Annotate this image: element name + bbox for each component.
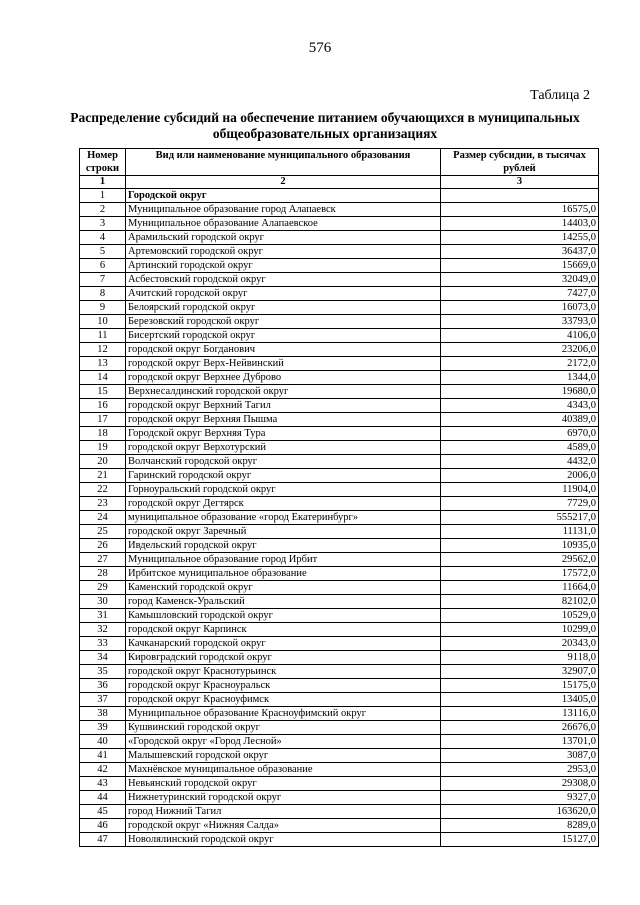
row-number-cell: 11 [80, 329, 126, 343]
table-row [80, 721, 599, 735]
subsidy-amount-cell: 19680,0 [441, 385, 599, 399]
row-number-cell: 19 [80, 441, 126, 455]
header-municipality: Вид или наименование муниципального образования [126, 149, 441, 176]
subsidy-amount-cell: 29562,0 [441, 553, 599, 567]
row-number-cell: 12 [80, 343, 126, 357]
row-number-cell: 40 [80, 735, 126, 749]
table-row [80, 833, 599, 847]
header-subsidy-size-label: Размер субсидии, в тысячах рублей [453, 150, 586, 174]
subsidy-amount-cell: 26676,0 [441, 721, 599, 735]
row-number-cell: 10 [80, 315, 126, 329]
municipality-name-cell: Муниципальное образование город Алапаевск [126, 203, 441, 217]
table-row [80, 371, 599, 385]
subsidy-amount-cell [441, 189, 599, 203]
row-number-cell: 16 [80, 399, 126, 413]
row-number-cell: 13 [80, 357, 126, 371]
municipality-name-cell: Муниципальное образование город Ирбит [126, 553, 441, 567]
row-number-cell: 18 [80, 427, 126, 441]
municipality-name-cell: Малышевский городской округ [126, 749, 441, 763]
subsidy-amount-cell: 82102,0 [441, 595, 599, 609]
subsidy-amount-cell: 4106,0 [441, 329, 599, 343]
row-number-cell: 38 [80, 707, 126, 721]
subsidy-table [79, 148, 599, 847]
municipality-name-cell: город Нижний Тагил [126, 805, 441, 819]
table-header [80, 149, 599, 189]
table-row [80, 497, 599, 511]
row-number-cell: 27 [80, 553, 126, 567]
subsidy-amount-cell: 17572,0 [441, 567, 599, 581]
row-number-cell: 4 [80, 231, 126, 245]
row-number-cell: 29 [80, 581, 126, 595]
header-index-2: 2 [126, 176, 441, 189]
row-number-cell: 37 [80, 693, 126, 707]
municipality-name-cell: Гаринский городской округ [126, 469, 441, 483]
municipality-name-cell: Махнёвское муниципальное образование [126, 763, 441, 777]
header-index-3: 3 [441, 176, 599, 189]
table-row [80, 385, 599, 399]
table-row [80, 819, 599, 833]
municipality-name-cell: Артемовский городской округ [126, 245, 441, 259]
table-row [80, 329, 599, 343]
table-row [80, 203, 599, 217]
table-row [80, 763, 599, 777]
subsidy-amount-cell: 20343,0 [441, 637, 599, 651]
page-number: 576 [308, 40, 332, 56]
row-number-cell: 35 [80, 665, 126, 679]
subsidy-amount-cell: 2953,0 [441, 763, 599, 777]
subsidy-amount-cell: 4343,0 [441, 399, 599, 413]
municipality-name-cell: Арамильский городской округ [126, 231, 441, 245]
table-row [80, 777, 599, 791]
subsidy-amount-cell: 29308,0 [441, 777, 599, 791]
subsidy-amount-cell: 14255,0 [441, 231, 599, 245]
row-number-cell: 2 [80, 203, 126, 217]
subsidy-amount-cell: 13701,0 [441, 735, 599, 749]
municipality-name-cell: Кушвинский городской округ [126, 721, 441, 735]
table-row [80, 567, 599, 581]
table-row [80, 301, 599, 315]
municipality-name-cell: Каменский городской округ [126, 581, 441, 595]
municipality-name-cell: Городской округ [126, 189, 441, 203]
table-row [80, 805, 599, 819]
municipality-name-cell: Ивдельский городской округ [126, 539, 441, 553]
row-number-cell: 15 [80, 385, 126, 399]
row-number-cell: 17 [80, 413, 126, 427]
table-row [80, 259, 599, 273]
subsidy-amount-cell: 15669,0 [441, 259, 599, 273]
subsidy-amount-cell: 16575,0 [441, 203, 599, 217]
table-row [80, 791, 599, 805]
municipality-name-cell: городской округ Дегтярск [126, 497, 441, 511]
municipality-name-cell: Камышловский городской округ [126, 609, 441, 623]
table-row [80, 525, 599, 539]
subsidy-amount-cell: 4589,0 [441, 441, 599, 455]
subsidy-amount-cell: 33793,0 [441, 315, 599, 329]
row-number-cell: 26 [80, 539, 126, 553]
municipality-name-cell: городской округ Краснотурьинск [126, 665, 441, 679]
table-row [80, 665, 599, 679]
table-row [80, 273, 599, 287]
municipality-name-cell: Волчанский городской округ [126, 455, 441, 469]
row-number-cell: 28 [80, 567, 126, 581]
table-row [80, 511, 599, 525]
table-row [80, 455, 599, 469]
table-row [80, 679, 599, 693]
row-number-cell: 7 [80, 273, 126, 287]
subsidy-amount-cell: 10935,0 [441, 539, 599, 553]
subsidy-amount-cell: 32907,0 [441, 665, 599, 679]
municipality-name-cell: городской округ Богданович [126, 343, 441, 357]
header-row-number [80, 149, 126, 176]
table-row [80, 693, 599, 707]
subsidy-amount-cell: 555217,0 [441, 511, 599, 525]
table-row [80, 595, 599, 609]
subsidy-amount-cell: 4432,0 [441, 455, 599, 469]
table-row [80, 651, 599, 665]
subsidy-amount-cell: 11904,0 [441, 483, 599, 497]
municipality-name-cell: Кировградский городской округ [126, 651, 441, 665]
row-number-cell: 23 [80, 497, 126, 511]
row-number-cell: 30 [80, 595, 126, 609]
municipality-name-cell: город Каменск-Уральский [126, 595, 441, 609]
row-number-cell: 43 [80, 777, 126, 791]
subsidy-amount-cell: 2006,0 [441, 469, 599, 483]
municipality-name-cell: городской округ Карпинск [126, 623, 441, 637]
row-number-cell: 42 [80, 763, 126, 777]
table-row [80, 357, 599, 371]
table-row [80, 469, 599, 483]
row-number-cell: 47 [80, 833, 126, 847]
row-number-cell: 25 [80, 525, 126, 539]
row-number-cell: 34 [80, 651, 126, 665]
municipality-name-cell: Качканарский городской округ [126, 637, 441, 651]
row-number-cell: 8 [80, 287, 126, 301]
table-row [80, 623, 599, 637]
subsidy-amount-cell: 23206,0 [441, 343, 599, 357]
municipality-name-cell: «Городской округ «Город Лесной» [126, 735, 441, 749]
row-number-cell: 46 [80, 819, 126, 833]
row-number-cell: 33 [80, 637, 126, 651]
municipality-name-cell: Артинский городской округ [126, 259, 441, 273]
row-number-cell: 45 [80, 805, 126, 819]
table-row [80, 189, 599, 203]
row-number-cell: 39 [80, 721, 126, 735]
header-row-number-label: Номер строки [85, 150, 120, 174]
municipality-name-cell: городской округ Красноуфимск [126, 693, 441, 707]
row-number-cell: 22 [80, 483, 126, 497]
row-number-cell: 36 [80, 679, 126, 693]
subsidy-amount-cell: 10529,0 [441, 609, 599, 623]
row-number-cell: 1 [80, 189, 126, 203]
subsidy-amount-cell: 2172,0 [441, 357, 599, 371]
table-row [80, 287, 599, 301]
row-number-cell: 31 [80, 609, 126, 623]
municipality-name-cell: городской округ Верх-Нейвинский [126, 357, 441, 371]
row-number-cell: 32 [80, 623, 126, 637]
table-row [80, 441, 599, 455]
municipality-name-cell: муниципальное образование «город Екатеринбург» [126, 511, 441, 525]
subsidy-amount-cell: 7427,0 [441, 287, 599, 301]
row-number-cell: 9 [80, 301, 126, 315]
subsidy-amount-cell: 13405,0 [441, 693, 599, 707]
table-row [80, 735, 599, 749]
subsidy-amount-cell: 163620,0 [441, 805, 599, 819]
subsidy-amount-cell: 13116,0 [441, 707, 599, 721]
document-title: Распределение субсидий на обеспечение питанием обучающихся в муниципальных общеобразовательных организациях [70, 110, 580, 141]
table-row [80, 749, 599, 763]
municipality-name-cell: городской округ Верхняя Пышма [126, 413, 441, 427]
municipality-name-cell: Ирбитское муниципальное образование [126, 567, 441, 581]
subsidy-amount-cell: 40389,0 [441, 413, 599, 427]
table-row [80, 609, 599, 623]
municipality-name-cell: городской округ «Нижняя Салда» [126, 819, 441, 833]
municipality-name-cell: Муниципальное образование Алапаевское [126, 217, 441, 231]
table-row [80, 553, 599, 567]
table-row [80, 231, 599, 245]
subsidy-amount-cell: 36437,0 [441, 245, 599, 259]
subsidy-amount-cell: 14403,0 [441, 217, 599, 231]
municipality-name-cell: Верхнесалдинский городской округ [126, 385, 441, 399]
subsidy-amount-cell: 1344,0 [441, 371, 599, 385]
municipality-name-cell: Муниципальное образование Красноуфимский округ [126, 707, 441, 721]
row-number-cell: 41 [80, 749, 126, 763]
table-row [80, 581, 599, 595]
subsidy-amount-cell: 9118,0 [441, 651, 599, 665]
municipality-name-cell: городской округ Верхнее Дуброво [126, 371, 441, 385]
subsidy-amount-cell: 32049,0 [441, 273, 599, 287]
subsidy-amount-cell: 7729,0 [441, 497, 599, 511]
row-number-cell: 24 [80, 511, 126, 525]
header-index-1: 1 [80, 176, 126, 189]
row-number-cell: 20 [80, 455, 126, 469]
subsidy-amount-cell: 3087,0 [441, 749, 599, 763]
municipality-name-cell: Березовский городской округ [126, 315, 441, 329]
subsidy-amount-cell: 16073,0 [441, 301, 599, 315]
table-row [80, 343, 599, 357]
table-row [80, 427, 599, 441]
municipality-name-cell: Городской округ Верхняя Тура [126, 427, 441, 441]
municipality-name-cell: Новолялинский городской округ [126, 833, 441, 847]
row-number-cell: 3 [80, 217, 126, 231]
municipality-name-cell: Асбестовский городской округ [126, 273, 441, 287]
header-subsidy-size [441, 149, 599, 176]
municipality-name-cell: городской округ Красноуральск [126, 679, 441, 693]
table-row [80, 707, 599, 721]
subsidy-amount-cell: 9327,0 [441, 791, 599, 805]
table-label: Таблица 2 [530, 88, 590, 103]
subsidy-amount-cell: 15127,0 [441, 833, 599, 847]
row-number-cell: 5 [80, 245, 126, 259]
subsidy-amount-cell: 8289,0 [441, 819, 599, 833]
municipality-name-cell: городской округ Верхотурский [126, 441, 441, 455]
subsidy-amount-cell: 10299,0 [441, 623, 599, 637]
table-row [80, 539, 599, 553]
table-row [80, 637, 599, 651]
row-number-cell: 21 [80, 469, 126, 483]
table-body [80, 189, 599, 847]
subsidy-amount-cell: 11664,0 [441, 581, 599, 595]
row-number-cell: 14 [80, 371, 126, 385]
table-row [80, 217, 599, 231]
row-number-cell: 44 [80, 791, 126, 805]
municipality-name-cell: Нижнетуринский городской округ [126, 791, 441, 805]
municipality-name-cell: городской округ Верхний Тагил [126, 399, 441, 413]
municipality-name-cell: Ачитский городской округ [126, 287, 441, 301]
municipality-name-cell: Горноуральский городской округ [126, 483, 441, 497]
table-row [80, 315, 599, 329]
table-row [80, 245, 599, 259]
subsidy-amount-cell: 11131,0 [441, 525, 599, 539]
municipality-name-cell: Невьянский городской округ [126, 777, 441, 791]
row-number-cell: 6 [80, 259, 126, 273]
municipality-name-cell: городской округ Заречный [126, 525, 441, 539]
table-row [80, 399, 599, 413]
municipality-name-cell: Белоярский городской округ [126, 301, 441, 315]
table-row [80, 483, 599, 497]
subsidy-amount-cell: 6970,0 [441, 427, 599, 441]
municipality-name-cell: Бисертский городской округ [126, 329, 441, 343]
table-row [80, 413, 599, 427]
subsidy-amount-cell: 15175,0 [441, 679, 599, 693]
